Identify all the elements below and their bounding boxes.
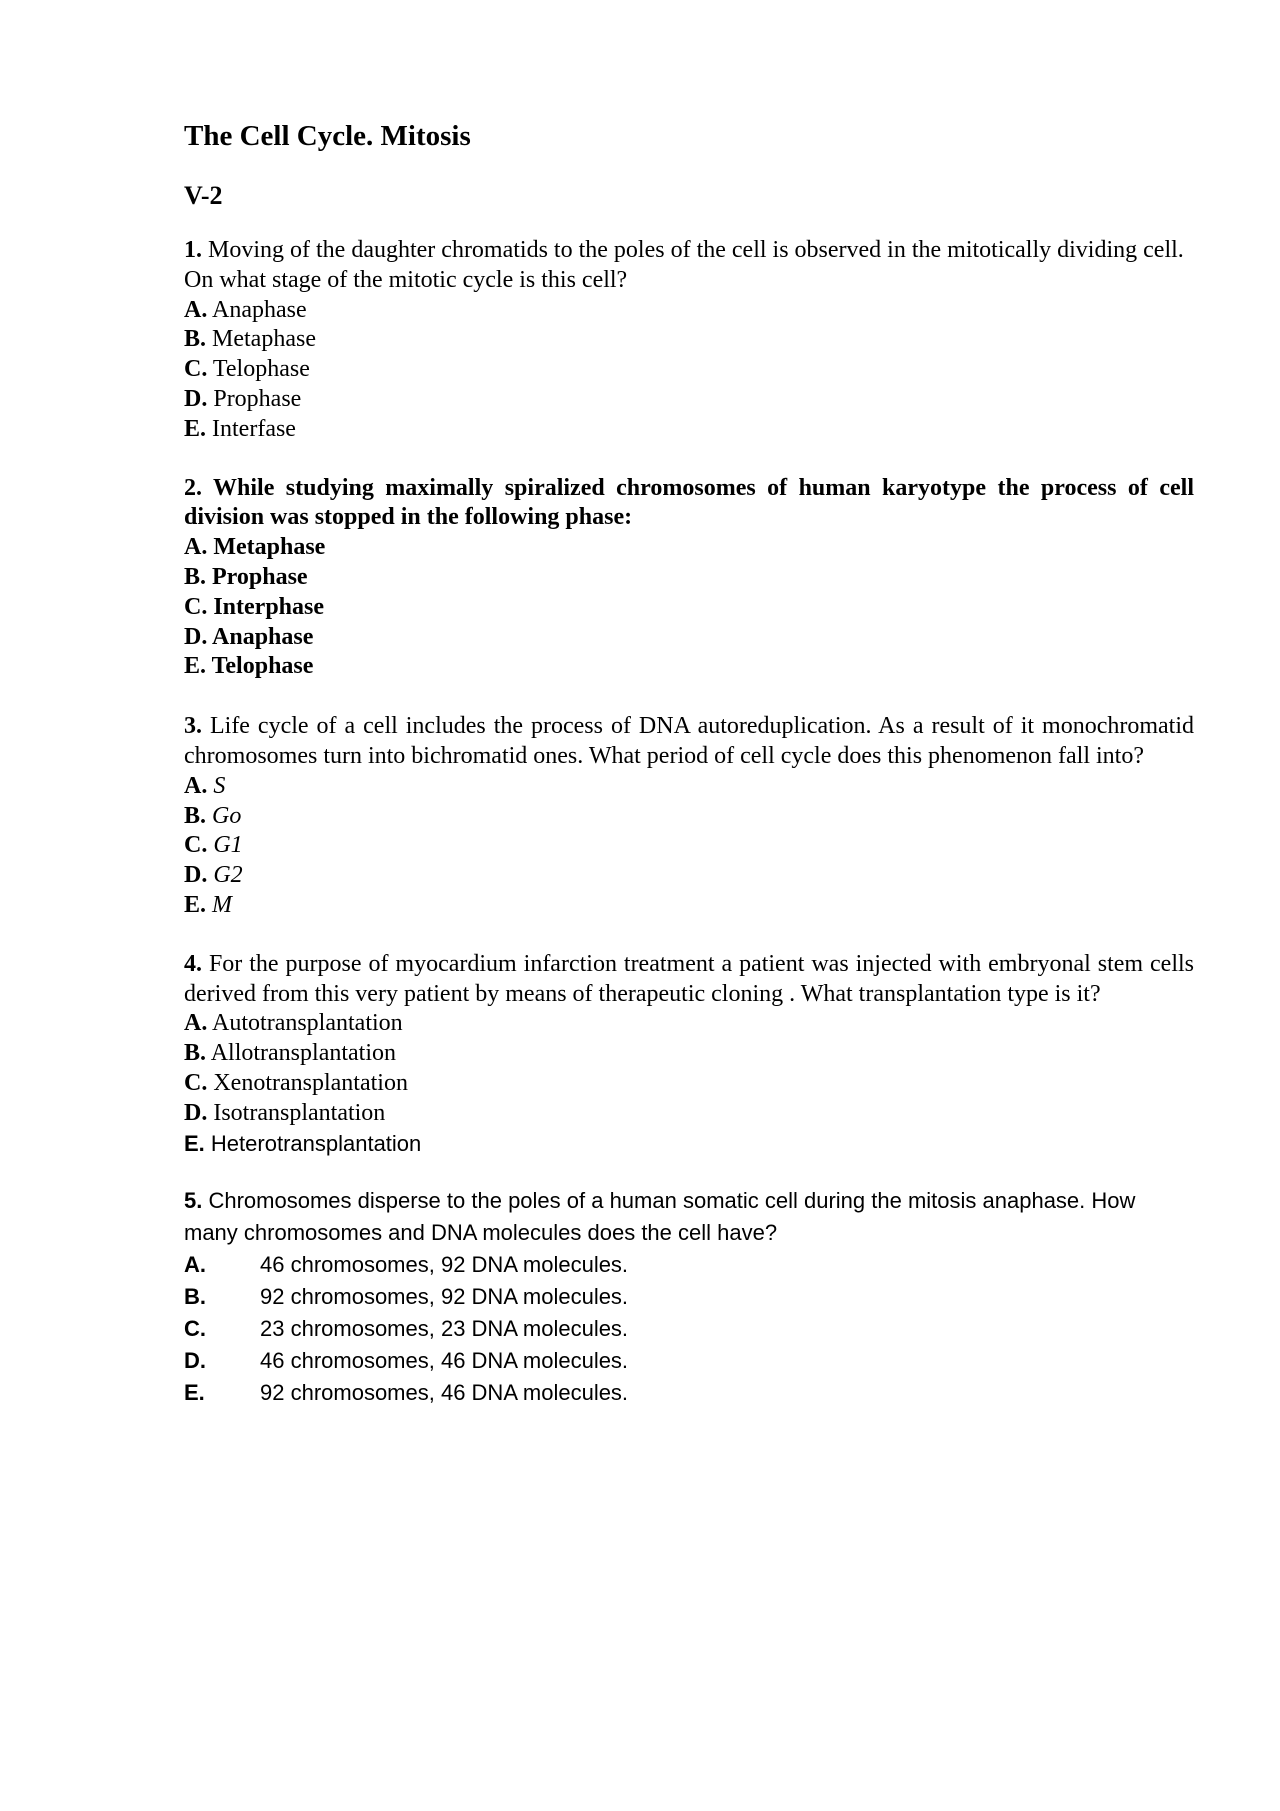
option-letter: A. (184, 534, 208, 561)
question-5-text (184, 1185, 1194, 1249)
document-page (184, 118, 1194, 1409)
option-c (184, 593, 1194, 623)
question-4-text (184, 950, 1194, 1010)
option-text: Interphase (213, 593, 325, 620)
option-text: 46 chromosomes, 46 DNA molecules. (260, 1347, 629, 1373)
option-d (184, 861, 1194, 891)
option-letter: B. (184, 563, 207, 590)
option-letter: D. (184, 623, 208, 650)
option-text: Xenotransplantation (213, 1069, 408, 1096)
option-letter: A. (184, 296, 208, 323)
option-a (184, 1009, 1194, 1039)
option-c (184, 1069, 1194, 1099)
option-e (184, 891, 1194, 921)
option-letter: C. (184, 832, 208, 859)
option-letter: B. (184, 1283, 206, 1309)
option-d (184, 385, 1194, 415)
question-4 (184, 950, 1194, 1159)
option-b (184, 1039, 1194, 1069)
option-letter: D. (184, 1099, 208, 1126)
option-letter: C. (184, 1315, 206, 1341)
option-text: Interfase (212, 415, 296, 442)
option-letter: E. (184, 891, 207, 918)
option-letter: D. (184, 385, 208, 412)
option-text: Autotransplantation (212, 1010, 403, 1037)
question-3-text (184, 712, 1194, 772)
question-1-text (184, 236, 1194, 296)
variant-label: V-2 (184, 181, 223, 210)
option-e (184, 1129, 1194, 1159)
option-letter: E. (184, 1130, 205, 1156)
option-text: 92 chromosomes, 92 DNA molecules. (260, 1283, 629, 1309)
option-b (184, 563, 1194, 593)
question-3 (184, 712, 1194, 921)
option-letter: C. (184, 1069, 208, 1096)
option-text: Heterotransplantation (210, 1130, 422, 1156)
option-text: Telophase (211, 653, 314, 680)
option-e (184, 415, 1194, 445)
question-2-text (184, 474, 1194, 534)
option-letter: B. (184, 1040, 207, 1067)
option-text: 92 chromosomes, 46 DNA molecules. (260, 1379, 629, 1405)
option-text: Allotransplantation (210, 1040, 396, 1067)
option-text: Anaphase (212, 296, 307, 323)
option-text: 23 chromosomes, 23 DNA molecules. (260, 1315, 629, 1341)
option-text: Go (212, 802, 242, 829)
question-2 (184, 474, 1194, 683)
option-e (184, 652, 1194, 682)
option-b (184, 325, 1194, 355)
option-letter: C. (184, 356, 208, 383)
option-c (184, 1313, 1194, 1345)
question-body: Moving of the daughter chromatids to the poles of the cell is observed in the mitotically dividing cell. On what stage of the mitotic cycle is this cell? (184, 237, 1184, 293)
option-e (184, 1377, 1194, 1409)
option-text: Metaphase (213, 534, 326, 561)
option-b (184, 802, 1194, 832)
question-1 (184, 236, 1194, 445)
question-body: Chromosomes disperse to the poles of a human somatic cell during the mitosis anaphase. How many chromosomes and DNA molecules does the cell have? (184, 1187, 1136, 1245)
option-a (184, 296, 1194, 326)
option-letter: E. (184, 1379, 205, 1405)
question-number: 4. (184, 950, 202, 977)
option-text: Isotransplantation (213, 1099, 386, 1126)
option-a (184, 533, 1194, 563)
option-text: G1 (213, 832, 243, 859)
question-number: 5. (184, 1187, 203, 1213)
option-letter: D. (184, 1347, 206, 1373)
option-letter: D. (184, 862, 208, 889)
option-text: Metaphase (212, 326, 316, 353)
option-text: G2 (213, 862, 243, 889)
option-c (184, 355, 1194, 385)
option-text: M (212, 891, 233, 918)
option-letter: E. (184, 653, 207, 680)
option-d (184, 623, 1194, 653)
option-letter: B. (184, 326, 207, 353)
question-number: 2. (184, 474, 202, 501)
option-text: Prophase (213, 385, 302, 412)
option-letter: A. (184, 1251, 206, 1277)
option-text: S (213, 772, 226, 799)
option-text: Prophase (212, 563, 308, 590)
option-c (184, 831, 1194, 861)
question-number: 3. (184, 713, 202, 740)
option-letter: B. (184, 802, 207, 829)
option-a (184, 772, 1194, 802)
question-number: 1. (184, 237, 202, 263)
option-d (184, 1345, 1194, 1377)
question-body: While studying maximally spiralized chromosomes of human karyotype the process of cell division was stopped in the following phase: (184, 474, 1194, 531)
option-b (184, 1281, 1194, 1313)
option-letter: E. (184, 415, 207, 442)
option-text: 46 chromosomes, 92 DNA molecules. (260, 1251, 629, 1277)
option-a (184, 1249, 1194, 1281)
option-text: Telophase (212, 356, 310, 383)
question-body: Life cycle of a cell includes the process of DNA autoreduplication. As a result of it monochromatid chromosomes turn into bichromatid ones. What period of cell cycle does this phenomenon fall into? (184, 713, 1194, 769)
document-title: The Cell Cycle. Mitosis (184, 120, 471, 152)
option-letter: C. (184, 593, 208, 620)
option-letter: A. (184, 1010, 208, 1037)
question-body: For the purpose of myocardium infarction treatment a patient was injected with embryonal stem cells derived from this very patient by means of therapeutic cloning . What transplantation type is it? (184, 950, 1194, 1007)
option-d (184, 1099, 1194, 1129)
option-text: Anaphase (212, 623, 314, 650)
option-letter: A. (184, 772, 208, 799)
question-5 (184, 1185, 1194, 1409)
